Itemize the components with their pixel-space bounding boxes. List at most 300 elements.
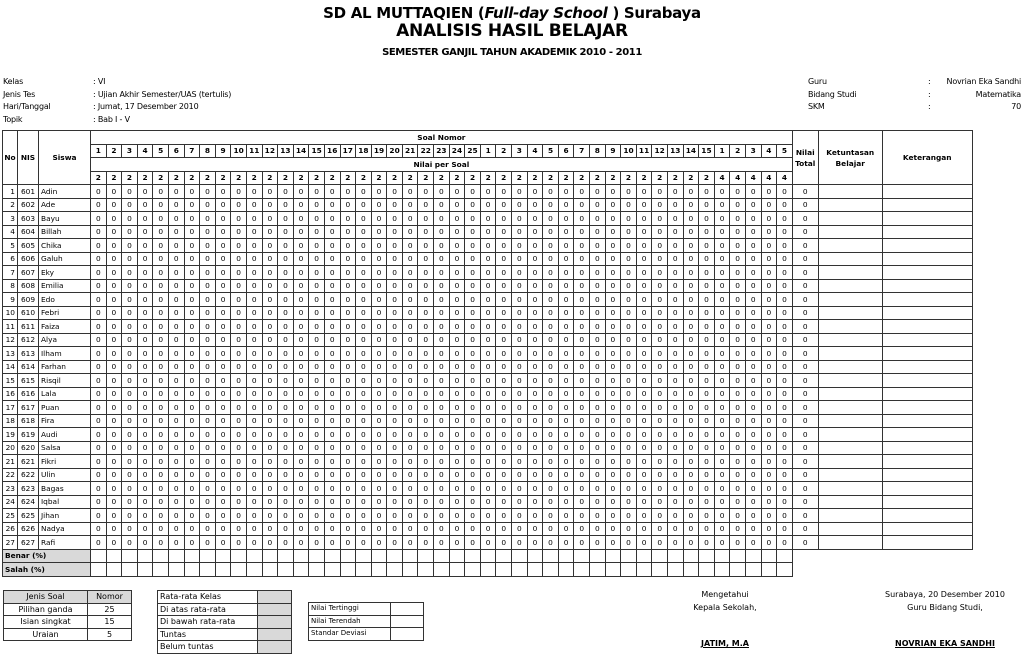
score-cell: 0 xyxy=(652,306,668,320)
score-cell: 0 xyxy=(91,509,107,523)
score-cell: 0 xyxy=(714,347,730,361)
score-cell: 0 xyxy=(496,482,512,496)
score-cell: 0 xyxy=(621,239,637,253)
total-score-cell: 0 xyxy=(792,522,818,536)
score-cell: 0 xyxy=(122,441,138,455)
score-cell: 0 xyxy=(496,306,512,320)
score-cell: 0 xyxy=(418,252,434,266)
score-cell: 0 xyxy=(324,239,340,253)
score-cell: 0 xyxy=(184,387,200,401)
score-cell: 0 xyxy=(200,212,216,226)
table-row xyxy=(309,603,424,616)
student-name: Rafi xyxy=(39,536,91,550)
score-cell: 0 xyxy=(543,522,559,536)
score-cell: 0 xyxy=(761,347,777,361)
score-cell: 0 xyxy=(231,468,247,482)
score-cell: 0 xyxy=(636,468,652,482)
score-cell: 0 xyxy=(590,185,606,199)
score-cell: 0 xyxy=(387,482,403,496)
score-cell: 0 xyxy=(699,387,715,401)
score-cell: 0 xyxy=(543,360,559,374)
score-cell: 0 xyxy=(340,482,356,496)
score-cell: 0 xyxy=(246,428,262,442)
score-cell: 0 xyxy=(449,347,465,361)
score-cell: 0 xyxy=(558,185,574,199)
score-cell: 0 xyxy=(106,293,122,307)
score-cell: 0 xyxy=(652,320,668,334)
score-cell: 0 xyxy=(434,441,450,455)
score-cell: 0 xyxy=(340,428,356,442)
score-cell: 0 xyxy=(496,387,512,401)
question-type: Uraian xyxy=(4,628,88,641)
score-cell: 0 xyxy=(512,374,528,388)
ketuntasan-cell xyxy=(818,333,882,347)
score-cell: 0 xyxy=(340,293,356,307)
score-cell: 0 xyxy=(496,522,512,536)
score-cell: 0 xyxy=(714,293,730,307)
score-cell: 0 xyxy=(683,522,699,536)
student-name: Puan xyxy=(39,401,91,415)
score-cell: 0 xyxy=(652,401,668,415)
score-cell: 0 xyxy=(168,239,184,253)
score-cell: 0 xyxy=(777,347,793,361)
percent-cell xyxy=(714,549,730,563)
score-cell: 0 xyxy=(465,306,481,320)
score-cell: 0 xyxy=(652,428,668,442)
page-title: ANALISIS HASIL BELAJAR xyxy=(396,21,628,41)
student-no: 7 xyxy=(3,266,18,280)
table-row xyxy=(3,360,973,374)
question-number: 5 xyxy=(777,144,793,158)
score-cell: 0 xyxy=(200,306,216,320)
total-score-cell: 0 xyxy=(792,293,818,307)
score-cell: 0 xyxy=(262,347,278,361)
score-cell: 0 xyxy=(153,468,169,482)
total-score-cell: 0 xyxy=(792,320,818,334)
score-cell: 0 xyxy=(745,536,761,550)
score-cell: 0 xyxy=(777,509,793,523)
ketuntasan-cell xyxy=(818,185,882,199)
score-cell: 0 xyxy=(231,225,247,239)
score-cell: 0 xyxy=(231,482,247,496)
score-cell: 0 xyxy=(527,333,543,347)
percent-cell xyxy=(200,549,216,563)
question-number: 11 xyxy=(636,144,652,158)
score-cell: 0 xyxy=(387,536,403,550)
question-number: 13 xyxy=(667,144,683,158)
question-points: 4 xyxy=(761,171,777,185)
score-cell: 0 xyxy=(278,212,294,226)
student-name: Febri xyxy=(39,306,91,320)
total-score-cell: 0 xyxy=(792,401,818,415)
score-cell: 0 xyxy=(574,495,590,509)
signature-line1: Mengetahui xyxy=(701,590,749,599)
score-cell: 0 xyxy=(91,333,107,347)
ketuntasan-cell xyxy=(818,509,882,523)
score-cell: 0 xyxy=(293,333,309,347)
score-cell: 0 xyxy=(652,266,668,280)
question-number: 7 xyxy=(184,144,200,158)
student-nis: 614 xyxy=(18,360,39,374)
score-cell: 0 xyxy=(340,198,356,212)
score-cell: 0 xyxy=(153,401,169,415)
score-cell: 0 xyxy=(527,198,543,212)
question-number: 11 xyxy=(246,144,262,158)
percent-cell xyxy=(262,563,278,577)
score-cell: 0 xyxy=(106,212,122,226)
blank-cell xyxy=(792,549,972,563)
stat-label: Standar Deviasi xyxy=(309,628,391,641)
signature-line2: Kepala Sekolah, xyxy=(693,603,757,612)
student-name: Bagas xyxy=(39,482,91,496)
score-cell: 0 xyxy=(215,347,231,361)
score-cell: 0 xyxy=(714,333,730,347)
score-cell: 0 xyxy=(215,239,231,253)
score-cell: 0 xyxy=(434,306,450,320)
score-cell: 0 xyxy=(91,414,107,428)
score-cell: 0 xyxy=(122,347,138,361)
table-row xyxy=(3,212,973,226)
score-cell: 0 xyxy=(106,320,122,334)
score-cell: 0 xyxy=(574,509,590,523)
student-name: Iqbal xyxy=(39,495,91,509)
student-no: 1 xyxy=(3,185,18,199)
score-cell: 0 xyxy=(590,536,606,550)
total-score-cell: 0 xyxy=(792,266,818,280)
percent-cell xyxy=(309,549,325,563)
score-cell: 0 xyxy=(480,455,496,469)
score-cell: 0 xyxy=(605,468,621,482)
score-cell: 0 xyxy=(465,347,481,361)
question-number: 2 xyxy=(730,144,746,158)
score-cell: 0 xyxy=(480,387,496,401)
score-cell: 0 xyxy=(293,428,309,442)
score-cell: 0 xyxy=(309,387,325,401)
score-cell: 0 xyxy=(574,536,590,550)
score-cell: 0 xyxy=(512,306,528,320)
score-cell: 0 xyxy=(418,414,434,428)
score-cell: 0 xyxy=(496,360,512,374)
score-cell: 0 xyxy=(106,252,122,266)
score-cell: 0 xyxy=(278,509,294,523)
score-cell: 0 xyxy=(730,333,746,347)
score-cell: 0 xyxy=(730,441,746,455)
score-cell: 0 xyxy=(402,185,418,199)
score-cell: 0 xyxy=(449,414,465,428)
score-cell: 0 xyxy=(449,455,465,469)
score-cell: 0 xyxy=(652,509,668,523)
score-cell: 0 xyxy=(309,225,325,239)
score-cell: 0 xyxy=(168,374,184,388)
score-cell: 0 xyxy=(340,536,356,550)
score-cell: 0 xyxy=(231,495,247,509)
question-number: 4 xyxy=(527,144,543,158)
score-cell: 0 xyxy=(387,495,403,509)
score-cell: 0 xyxy=(137,225,153,239)
score-cell: 0 xyxy=(496,509,512,523)
score-cell: 0 xyxy=(153,266,169,280)
score-cell: 0 xyxy=(215,225,231,239)
score-cell: 0 xyxy=(200,279,216,293)
score-cell: 0 xyxy=(527,306,543,320)
score-cell: 0 xyxy=(699,225,715,239)
student-no: 21 xyxy=(3,455,18,469)
score-cell: 0 xyxy=(730,414,746,428)
question-number: 23 xyxy=(434,144,450,158)
score-cell: 0 xyxy=(527,279,543,293)
score-cell: 0 xyxy=(512,482,528,496)
table-row xyxy=(309,615,424,628)
score-cell: 0 xyxy=(543,347,559,361)
score-cell: 0 xyxy=(278,252,294,266)
score-cell: 0 xyxy=(184,279,200,293)
score-cell: 0 xyxy=(777,239,793,253)
score-cell: 0 xyxy=(605,401,621,415)
score-cell: 0 xyxy=(652,441,668,455)
score-cell: 0 xyxy=(745,482,761,496)
question-type: Isian singkat xyxy=(4,616,88,629)
score-cell: 0 xyxy=(246,468,262,482)
score-cell: 0 xyxy=(387,279,403,293)
score-cell: 0 xyxy=(730,198,746,212)
score-cell: 0 xyxy=(465,279,481,293)
keterangan-cell xyxy=(882,225,972,239)
siswa-header: Siswa xyxy=(39,131,91,185)
score-cell: 0 xyxy=(683,360,699,374)
score-cell: 0 xyxy=(714,522,730,536)
score-cell: 0 xyxy=(122,360,138,374)
percent-cell xyxy=(231,549,247,563)
score-cell: 0 xyxy=(106,333,122,347)
keterangan-cell xyxy=(882,198,972,212)
score-cell: 0 xyxy=(761,212,777,226)
score-cell: 0 xyxy=(543,185,559,199)
score-cell: 0 xyxy=(402,468,418,482)
student-nis: 617 xyxy=(18,401,39,415)
score-cell: 0 xyxy=(356,239,372,253)
score-cell: 0 xyxy=(153,320,169,334)
score-cell: 0 xyxy=(278,455,294,469)
score-cell: 0 xyxy=(621,455,637,469)
score-cell: 0 xyxy=(246,252,262,266)
score-cell: 0 xyxy=(402,495,418,509)
score-cell: 0 xyxy=(324,522,340,536)
score-cell: 0 xyxy=(122,495,138,509)
score-cell: 0 xyxy=(652,536,668,550)
score-cell: 0 xyxy=(761,266,777,280)
score-cell: 0 xyxy=(106,306,122,320)
score-cell: 0 xyxy=(699,455,715,469)
score-cell: 0 xyxy=(137,374,153,388)
teacher-name: NOVRIAN EKA SANDHI xyxy=(895,639,995,648)
score-cell: 0 xyxy=(168,401,184,415)
score-cell: 0 xyxy=(91,306,107,320)
question-number: 8 xyxy=(590,144,606,158)
score-cell: 0 xyxy=(590,522,606,536)
score-cell: 0 xyxy=(434,536,450,550)
percent-cell xyxy=(543,563,559,577)
student-name: Faiza xyxy=(39,320,91,334)
score-cell: 0 xyxy=(730,455,746,469)
score-cell: 0 xyxy=(543,306,559,320)
score-cell: 0 xyxy=(590,360,606,374)
score-cell: 0 xyxy=(246,509,262,523)
score-cell: 0 xyxy=(293,482,309,496)
score-cell: 0 xyxy=(340,509,356,523)
score-cell: 0 xyxy=(636,360,652,374)
score-cell: 0 xyxy=(278,266,294,280)
score-cell: 0 xyxy=(777,225,793,239)
score-cell: 0 xyxy=(449,441,465,455)
student-name: Galuh xyxy=(39,252,91,266)
score-cell: 0 xyxy=(480,239,496,253)
score-cell: 0 xyxy=(480,212,496,226)
percent-cell xyxy=(714,563,730,577)
score-cell: 0 xyxy=(387,239,403,253)
score-cell: 0 xyxy=(730,239,746,253)
student-name: Eky xyxy=(39,266,91,280)
score-cell: 0 xyxy=(262,239,278,253)
score-cell: 0 xyxy=(465,225,481,239)
score-cell: 0 xyxy=(761,441,777,455)
score-cell: 0 xyxy=(605,414,621,428)
score-cell: 0 xyxy=(730,360,746,374)
score-cell: 0 xyxy=(730,468,746,482)
score-cell: 0 xyxy=(652,495,668,509)
score-cell: 0 xyxy=(699,239,715,253)
question-number: 13 xyxy=(278,144,294,158)
score-cell: 0 xyxy=(449,239,465,253)
score-cell: 0 xyxy=(371,293,387,307)
score-cell: 0 xyxy=(293,414,309,428)
question-points: 2 xyxy=(621,171,637,185)
info-label-topik: Topik xyxy=(3,114,23,124)
score-cell: 0 xyxy=(745,495,761,509)
score-cell: 0 xyxy=(449,266,465,280)
score-cell: 0 xyxy=(324,212,340,226)
keterangan-cell xyxy=(882,468,972,482)
score-cell: 0 xyxy=(137,239,153,253)
student-nis: 618 xyxy=(18,414,39,428)
score-cell: 0 xyxy=(106,387,122,401)
score-cell: 0 xyxy=(340,185,356,199)
score-cell: 0 xyxy=(356,198,372,212)
score-cell: 0 xyxy=(480,185,496,199)
score-cell: 0 xyxy=(449,536,465,550)
score-cell: 0 xyxy=(215,212,231,226)
score-cell: 0 xyxy=(574,239,590,253)
score-cell: 0 xyxy=(356,266,372,280)
score-cell: 0 xyxy=(356,185,372,199)
score-cell: 0 xyxy=(278,441,294,455)
score-cell: 0 xyxy=(122,414,138,428)
score-cell: 0 xyxy=(480,522,496,536)
student-no: 15 xyxy=(3,374,18,388)
score-cell: 0 xyxy=(761,320,777,334)
score-cell: 0 xyxy=(449,212,465,226)
score-cell: 0 xyxy=(122,225,138,239)
table-row xyxy=(3,347,973,361)
score-cell: 0 xyxy=(667,414,683,428)
score-cell: 0 xyxy=(777,360,793,374)
score-cell: 0 xyxy=(137,441,153,455)
score-cell: 0 xyxy=(527,401,543,415)
score-cell: 0 xyxy=(262,374,278,388)
score-cell: 0 xyxy=(278,387,294,401)
question-points: 2 xyxy=(667,171,683,185)
score-cell: 0 xyxy=(340,455,356,469)
student-no: 3 xyxy=(3,212,18,226)
score-cell: 0 xyxy=(418,225,434,239)
score-cell: 0 xyxy=(153,279,169,293)
score-cell: 0 xyxy=(496,252,512,266)
score-cell: 0 xyxy=(543,468,559,482)
score-cell: 0 xyxy=(387,333,403,347)
score-cell: 0 xyxy=(621,212,637,226)
keterangan-cell xyxy=(882,401,972,415)
score-cell: 0 xyxy=(262,387,278,401)
student-name: Ade xyxy=(39,198,91,212)
percent-cell xyxy=(745,563,761,577)
percent-cell xyxy=(605,549,621,563)
score-cell: 0 xyxy=(512,252,528,266)
score-cell: 0 xyxy=(200,441,216,455)
score-cell: 0 xyxy=(745,509,761,523)
score-cell: 0 xyxy=(527,441,543,455)
info-label-jenis-tes: Jenis Tes xyxy=(3,89,36,99)
score-cell: 0 xyxy=(714,428,730,442)
score-cell: 0 xyxy=(745,387,761,401)
score-cell: 0 xyxy=(480,333,496,347)
score-cell: 0 xyxy=(496,414,512,428)
score-cell: 0 xyxy=(777,522,793,536)
student-no: 5 xyxy=(3,239,18,253)
score-cell: 0 xyxy=(480,482,496,496)
score-cell: 0 xyxy=(590,279,606,293)
percent-cell xyxy=(231,563,247,577)
score-cell: 0 xyxy=(278,306,294,320)
score-cell: 0 xyxy=(122,401,138,415)
score-cell: 0 xyxy=(153,536,169,550)
total-score-cell: 0 xyxy=(792,198,818,212)
score-cell: 0 xyxy=(309,212,325,226)
score-cell: 0 xyxy=(683,441,699,455)
percent-cell xyxy=(137,549,153,563)
score-cell: 0 xyxy=(168,212,184,226)
score-cell: 0 xyxy=(262,306,278,320)
score-cell: 0 xyxy=(761,482,777,496)
score-cell: 0 xyxy=(371,185,387,199)
student-nis: 605 xyxy=(18,239,39,253)
analysis-table xyxy=(2,130,973,577)
question-number: 5 xyxy=(153,144,169,158)
score-cell: 0 xyxy=(215,509,231,523)
student-no: 26 xyxy=(3,522,18,536)
score-cell: 0 xyxy=(371,252,387,266)
student-no: 24 xyxy=(3,495,18,509)
score-cell: 0 xyxy=(621,333,637,347)
score-cell: 0 xyxy=(200,495,216,509)
score-cell: 0 xyxy=(356,225,372,239)
student-name: Nadya xyxy=(39,522,91,536)
score-cell: 0 xyxy=(168,320,184,334)
score-cell: 0 xyxy=(122,468,138,482)
score-cell: 0 xyxy=(761,185,777,199)
score-cell: 0 xyxy=(402,212,418,226)
score-cell: 0 xyxy=(246,401,262,415)
score-cell: 0 xyxy=(184,374,200,388)
score-cell: 0 xyxy=(699,495,715,509)
